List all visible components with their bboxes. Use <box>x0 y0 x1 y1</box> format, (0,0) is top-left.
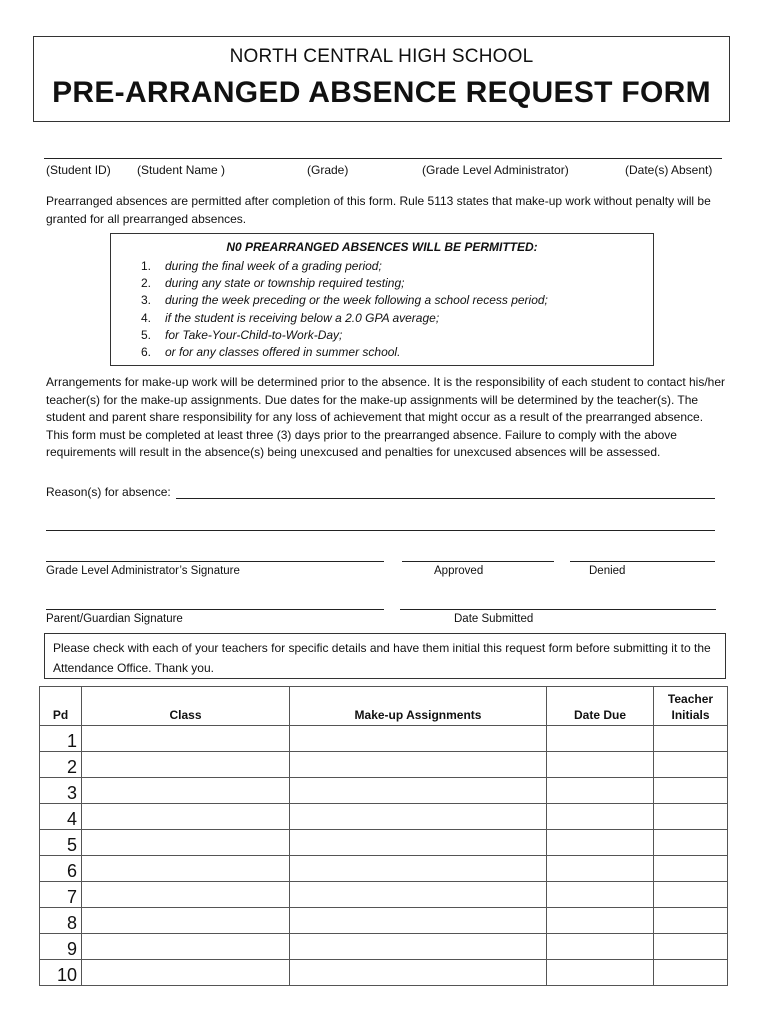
admin-signature-line[interactable] <box>46 561 384 562</box>
class-cell[interactable] <box>82 804 290 830</box>
parent-signature-line[interactable] <box>46 609 384 610</box>
rules-list <box>141 258 548 361</box>
assignment-cell[interactable] <box>290 778 547 804</box>
class-cell[interactable] <box>82 830 290 856</box>
rule-text: for Take-Your-Child-to-Work-Day; <box>165 327 343 342</box>
date-due-cell[interactable] <box>547 726 654 752</box>
assignment-cell[interactable] <box>290 726 547 752</box>
form-header <box>33 36 730 122</box>
date-due-cell[interactable] <box>547 752 654 778</box>
rule-text: if the student is receiving below a 2.0 GPA average; <box>165 310 440 325</box>
period-number: 1 <box>40 726 82 752</box>
assignment-cell[interactable] <box>290 830 547 856</box>
table-row <box>40 934 728 960</box>
initials-cell[interactable] <box>654 778 728 804</box>
assignment-cell[interactable] <box>290 882 547 908</box>
denied-line[interactable] <box>570 561 715 562</box>
student-info-line[interactable] <box>44 158 722 159</box>
date-due-cell[interactable] <box>547 778 654 804</box>
rule-number: 4. <box>141 310 152 325</box>
assignment-cell[interactable] <box>290 804 547 830</box>
make-up-assignments-table <box>39 686 728 986</box>
teacher-notice: Please check with each of your teachers for specific details and have them initial this request form before submitting it to the Attendance Office. Thank you. <box>44 633 726 679</box>
date-due-cell[interactable] <box>547 856 654 882</box>
parent-signature-label: Parent/Guardian Signature <box>46 613 183 625</box>
table-row <box>40 960 728 986</box>
rules-heading: N0 PREARRANGED ABSENCES WILL BE PERMITTED: <box>226 240 538 254</box>
initials-cell[interactable] <box>654 960 728 986</box>
initials-cell[interactable] <box>654 752 728 778</box>
reason-label: Reason(s) for absence: <box>46 485 171 499</box>
period-number: 2 <box>40 752 82 778</box>
period-number: 3 <box>40 778 82 804</box>
admin-signature-label: Grade Level Administrator’s Signature <box>46 565 240 577</box>
assignment-cell[interactable] <box>290 856 547 882</box>
student-id-label: (Student ID) <box>46 163 111 177</box>
teacher-initials-header <box>654 687 728 726</box>
date-due-cell[interactable] <box>547 804 654 830</box>
rule-text: or for any classes offered in summer school. <box>165 345 401 360</box>
date-submitted-label: Date Submitted <box>454 613 534 625</box>
class-cell[interactable] <box>82 882 290 908</box>
period-number: 7 <box>40 882 82 908</box>
rule-text: during the final week of a grading period; <box>165 259 382 273</box>
table-row <box>40 752 728 778</box>
table-row <box>40 778 728 804</box>
table-row <box>40 830 728 856</box>
assignment-cell[interactable] <box>290 934 547 960</box>
class-cell[interactable] <box>82 726 290 752</box>
date-submitted-line[interactable] <box>400 609 716 610</box>
rule-number: 6. <box>141 345 152 360</box>
class-header: Class <box>82 687 290 726</box>
rule-item <box>141 327 548 344</box>
rule-number: 1. <box>141 259 152 273</box>
rule-text: during any state or township required testing; <box>165 276 405 291</box>
rule-item <box>141 344 548 361</box>
period-number: 5 <box>40 830 82 856</box>
reason-field-line-2[interactable] <box>46 530 715 531</box>
class-cell[interactable] <box>82 908 290 934</box>
initials-cell[interactable] <box>654 856 728 882</box>
initials-cell[interactable] <box>654 908 728 934</box>
date-due-cell[interactable] <box>547 960 654 986</box>
initials-cell[interactable] <box>654 882 728 908</box>
grade-label: (Grade) <box>307 163 349 177</box>
reason-field-line-1[interactable] <box>176 498 715 499</box>
date-due-cell[interactable] <box>547 934 654 960</box>
table-header-row <box>40 687 728 726</box>
table-row <box>40 804 728 830</box>
table-row <box>40 726 728 752</box>
arrangements-paragraph: Arrangements for make-up work will be determined prior to the absence. It is the responsibility of each student to contact his/her teacher(s) for the make-up assignments. Due dates for the make-up assignments will be determined by the teacher(s). The student and parent share responsibility for any loss of achievement that might occur as a result of the prearranged absence. This form must be completed at least three (3) days prior to the prearranged absence. Failure to comply with the above requirements will result in the absence(s) being unexcused and penalties for unexcused absences will be assessed. <box>46 375 726 459</box>
date-due-cell[interactable] <box>547 908 654 934</box>
rule-item <box>141 275 548 292</box>
period-number: 8 <box>40 908 82 934</box>
dates-absent-label: (Date(s) Absent) <box>625 163 713 177</box>
initials-header-line-2: Initials <box>671 708 710 722</box>
period-number: 9 <box>40 934 82 960</box>
rule-number: 2. <box>141 276 152 291</box>
table-row <box>40 882 728 908</box>
grade-admin-label: (Grade Level Administrator) <box>422 163 569 177</box>
date-due-cell[interactable] <box>547 882 654 908</box>
rule-number: 3. <box>141 293 152 308</box>
class-cell[interactable] <box>82 778 290 804</box>
assignment-cell[interactable] <box>290 752 547 778</box>
class-cell[interactable] <box>82 752 290 778</box>
rule-item <box>141 292 548 309</box>
pd-header: Pd <box>40 687 82 726</box>
period-number: 6 <box>40 856 82 882</box>
table-row <box>40 908 728 934</box>
date-due-header: Date Due <box>547 687 654 726</box>
initials-cell[interactable] <box>654 830 728 856</box>
class-cell[interactable] <box>82 856 290 882</box>
intro-paragraph: Prearranged absences are permitted after completion of this form. Rule 5113 states that make-up work without penalty will be granted for all prearranged absences. <box>46 194 711 226</box>
initials-cell[interactable] <box>654 726 728 752</box>
period-number: 10 <box>40 960 82 986</box>
approved-label: Approved <box>434 565 484 577</box>
rules-box <box>110 233 654 366</box>
school-name: NORTH CENTRAL HIGH SCHOOL <box>229 46 534 67</box>
initials-header-line-1: Teacher <box>667 692 714 706</box>
assignment-cell[interactable] <box>290 908 547 934</box>
assignments-header: Make-up Assignments <box>290 687 547 726</box>
approved-line[interactable] <box>402 561 554 562</box>
initials-cell[interactable] <box>654 934 728 960</box>
form-title: PRE-ARRANGED ABSENCE REQUEST FORM <box>52 76 711 109</box>
initials-cell[interactable] <box>654 804 728 830</box>
table-row <box>40 856 728 882</box>
assignment-cell[interactable] <box>290 960 547 986</box>
rule-item <box>141 258 548 275</box>
class-cell[interactable] <box>82 960 290 986</box>
period-number: 4 <box>40 804 82 830</box>
student-name-label: (Student Name ) <box>137 163 226 177</box>
rule-text: during the week preceding or the week following a school recess period; <box>165 293 548 308</box>
date-due-cell[interactable] <box>547 830 654 856</box>
class-cell[interactable] <box>82 934 290 960</box>
rule-item <box>141 310 548 327</box>
rule-number: 5. <box>141 327 152 342</box>
denied-label: Denied <box>589 565 626 577</box>
